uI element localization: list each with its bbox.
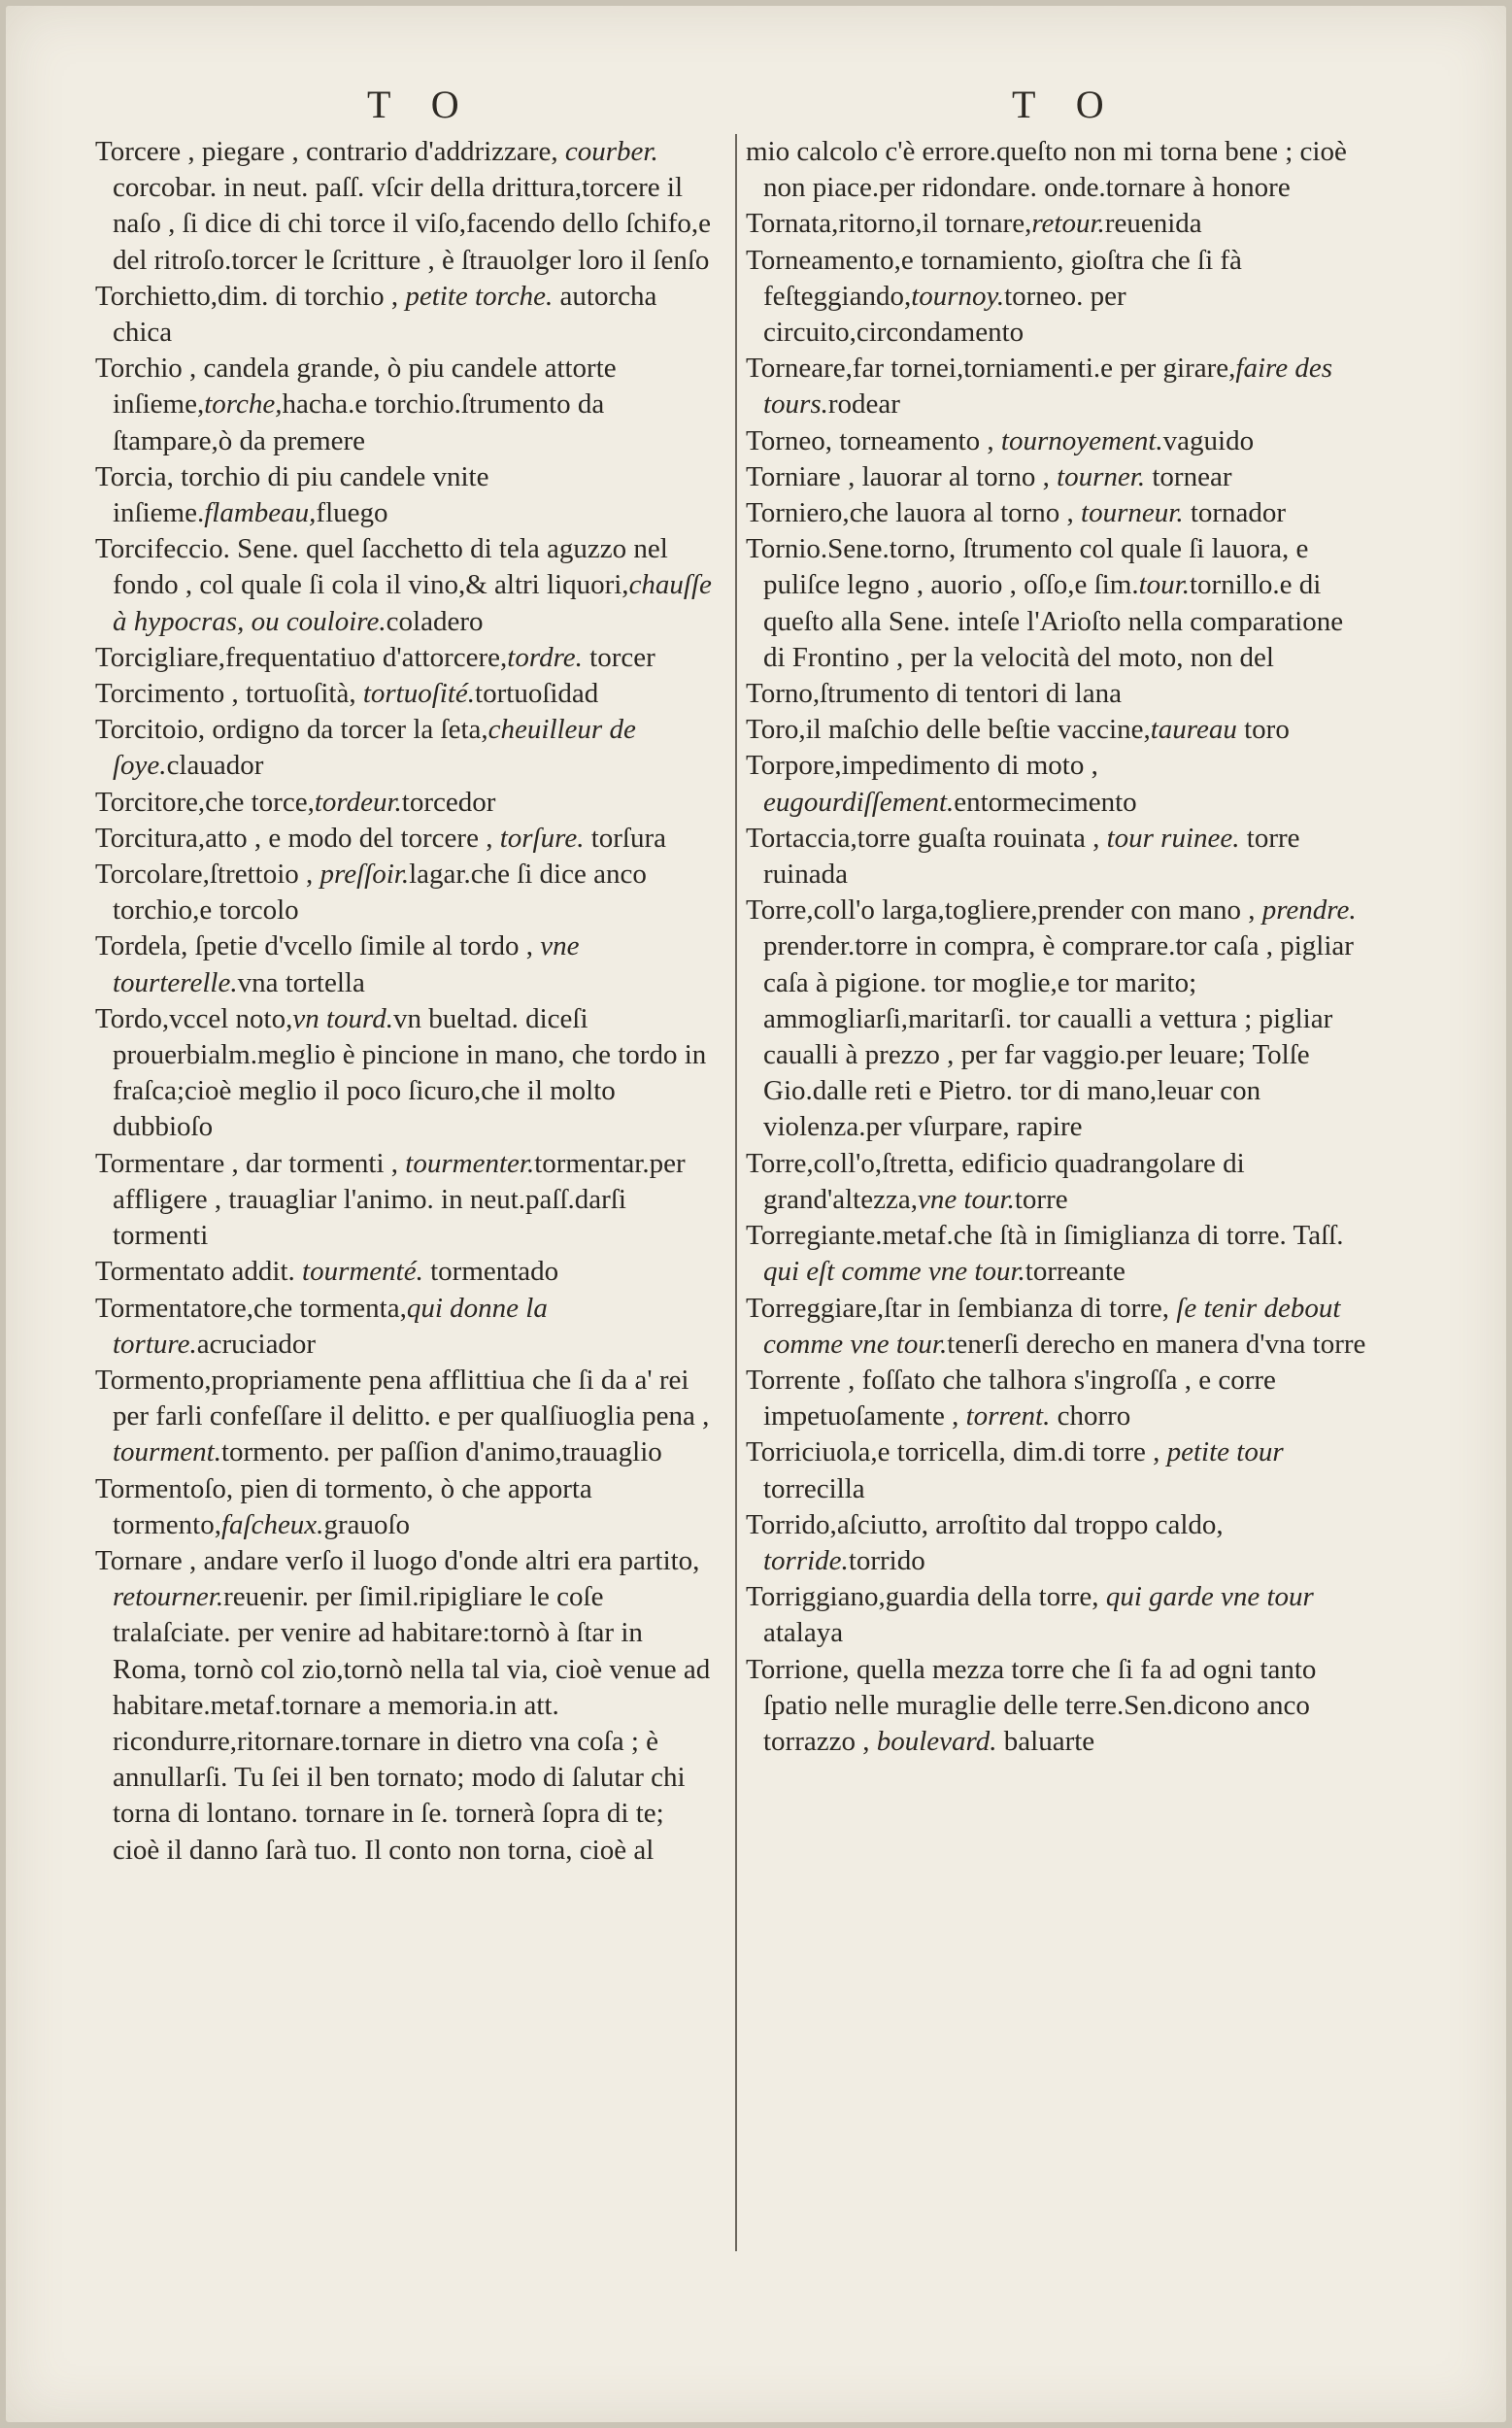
headword: Tormentoſo,: [95, 1472, 234, 1504]
definition-text: che torce,: [205, 786, 315, 818]
dictionary-entry: [95, 1254, 717, 1290]
headword: Torriggiano,: [746, 1581, 886, 1613]
book-page: [6, 6, 1506, 2422]
dictionary-entry: [95, 676, 717, 712]
french-equivalent: eugourdiſſement.: [763, 786, 955, 818]
spanish-equivalent: entormecimento: [954, 786, 1137, 818]
spanish-equivalent: toro: [1236, 714, 1290, 746]
definition-text: dim. di torchio ,: [218, 280, 406, 312]
definition-text: propriamente pena afflittiua che ſi da a' rei per farli confeſſare il delitto. e per qualſiuoglia pena ,: [113, 1364, 710, 1433]
french-equivalent: tortuoſité.: [362, 678, 476, 710]
french-equivalent: cheuilleur de ſoye.: [113, 714, 636, 782]
definition-text: e torricella, dim.di torre ,: [877, 1436, 1167, 1468]
french-equivalent: faire des tours.: [763, 353, 1333, 421]
headword: Torcigliare,: [95, 641, 226, 673]
dictionary-entry: [95, 351, 717, 459]
spanish-equivalent: acruciador: [196, 1328, 317, 1360]
french-equivalent: torſure.: [499, 822, 585, 854]
french-equivalent: torrent.: [965, 1400, 1051, 1433]
headword: Torrido,: [746, 1508, 837, 1540]
definition-text: , andare verſo il luogo d'onde altri era partito,: [182, 1544, 700, 1576]
definition-text: ſpetie d'vcello ſimile al tordo ,: [187, 930, 541, 962]
dictionary-entry: [95, 712, 717, 784]
spanish-equivalent: torre ruinada: [763, 822, 1300, 891]
dictionary-entry: [746, 1579, 1367, 1651]
dictionary-entry: [746, 243, 1367, 352]
definition-text: Sene.torno, ſtrumento col quale ſi lauora, e puliſce legno , auorio , oſſo,e ſim.: [763, 533, 1309, 601]
french-equivalent: taureau: [1150, 714, 1237, 746]
french-equivalent: retourner.: [113, 1581, 224, 1613]
dictionary-entry: [746, 351, 1367, 422]
definition-text: , candela grande, ò piu candele attorte inſieme,: [113, 353, 617, 421]
french-equivalent: tourneur.: [1081, 497, 1184, 529]
right-column: [746, 134, 1367, 1760]
definition-text: ritorno,il tornare,: [838, 208, 1032, 240]
headword: Torrente: [746, 1364, 841, 1396]
spanish-equivalent: reuenir. per ſimil.ripigliare le coſe tralaſciate. per venire ad habitare:tornò à ſtar in Roma, tornò col zio,tornò nella tal via, cioè venue ad habitare.metaf.tornare a memoria.in att. ricondurre,ritornare.tornare in dietro vna coſa ; è annullarſi. Tu ſei il ben tornato; modo di ſalutar chi torna di lontano. tornare in ſe. tornerà ſopra di te; cioè il danno ſarà tuo. Il conto non torna, cioè al: [113, 1581, 711, 1866]
dictionary-entry: [746, 821, 1367, 893]
spanish-equivalent: torreante: [1025, 1256, 1126, 1288]
dictionary-entry: [95, 928, 717, 1000]
column-divider: [735, 134, 737, 2251]
french-equivalent: tour ruinee.: [1106, 822, 1240, 854]
headword: Torcitoio,: [95, 714, 206, 746]
dictionary-entry: [746, 1363, 1367, 1434]
french-equivalent: prendre.: [1261, 894, 1357, 927]
french-equivalent: tournoy.: [911, 280, 1005, 312]
definition-text: , foſſato che talhora s'ingroſſa , e corre impetuoſamente ,: [763, 1364, 1276, 1433]
spanish-equivalent: vaguido: [1162, 424, 1255, 456]
french-equivalent: qui donne la torture.: [113, 1292, 548, 1360]
dictionary-entry: [746, 1434, 1367, 1506]
spanish-equivalent: chorro: [1050, 1400, 1131, 1433]
french-equivalent: courber.: [564, 136, 658, 167]
headword: Tornio.: [746, 533, 828, 565]
definition-text: ſtrettoio ,: [209, 859, 320, 891]
spanish-equivalent: fluego: [316, 497, 388, 529]
spanish-equivalent: tormento. per paſſion d'animo,trauaglio: [220, 1436, 662, 1468]
headword: Torcitura,: [95, 822, 206, 854]
french-equivalent: torride.: [763, 1544, 849, 1576]
spanish-equivalent: vn bueltad. diceſi prouerbialm.meglio è pincione in mano, che tordo in fraſca;cioè meglio il poco ſicuro,che il molto dubbioſo: [113, 1002, 707, 1143]
dictionary-entry: [95, 134, 717, 279]
spanish-equivalent: atalaya: [763, 1617, 844, 1649]
dictionary-entry: [746, 206, 1367, 242]
running-head-right: T O: [1012, 83, 1120, 126]
definition-text: aſciutto, arroſtito dal troppo caldo,: [836, 1508, 1224, 1540]
spanish-equivalent: hacha.e torchio.ſtrumento da ſtampare,ò da premere: [113, 388, 605, 456]
spanish-equivalent: torneo. per circuito,circondamento: [763, 280, 1126, 349]
spanish-equivalent: vna tortella: [237, 966, 365, 998]
headword: Torregiante.: [746, 1220, 883, 1252]
french-equivalent: chauſſe à hypocras, ou couloire.: [113, 569, 712, 637]
spanish-equivalent: autorcha chica: [113, 280, 657, 349]
french-equivalent: petite torche.: [405, 280, 554, 312]
headword: Tormentatore,: [95, 1292, 254, 1324]
dictionary-entry: [95, 1471, 717, 1543]
dictionary-entry: [746, 134, 1367, 206]
spanish-equivalent: torſura: [584, 822, 667, 854]
spanish-equivalent: clauador: [166, 750, 264, 782]
headword: Torneo,: [746, 424, 832, 456]
french-equivalent: tourner.: [1057, 460, 1146, 492]
spanish-equivalent: rodear: [827, 388, 900, 421]
dictionary-entry: [746, 1218, 1367, 1290]
definition-text: guardia della torre,: [885, 1581, 1106, 1613]
french-equivalent: qui garde vne tour: [1105, 1581, 1314, 1613]
spanish-equivalent: tormentado: [422, 1256, 559, 1288]
spanish-equivalent: corcobar. in neut. paſſ. vſcir della drittura,torcere il naſo , ſi dice di chi torce il viſo,facendo dello ſchifo,e del ritroſo.torcer le ſcritture , è ſtrauolger loro il ſenſo: [113, 172, 712, 276]
headword: Tordela,: [95, 930, 188, 962]
definition-text: addit.: [224, 1256, 303, 1288]
dictionary-entry: [95, 857, 717, 928]
headword: Tormentare: [95, 1147, 225, 1179]
french-equivalent: qui eſt comme vne tour.: [763, 1256, 1025, 1288]
headword: Torpore,: [746, 750, 842, 782]
dictionary-entry: [746, 459, 1367, 495]
dictionary-entry: [746, 676, 1367, 712]
dictionary-entry: [95, 531, 717, 640]
dictionary-entry: [746, 712, 1367, 748]
dictionary-entry: [95, 459, 717, 531]
headword: Tornata,: [746, 208, 839, 240]
definition-text: e tornamiento, gioſtra che ſi fà feſteggiando,: [763, 244, 1242, 312]
definition-text: vccel noto,: [169, 1002, 293, 1034]
spanish-equivalent: baluarte: [996, 1725, 1095, 1757]
headword: Tormentato: [95, 1256, 225, 1288]
definition-text: atto , e modo del torcere ,: [205, 822, 500, 854]
french-equivalent: tourment.: [113, 1436, 221, 1468]
definition-text: quella mezza torre che ſi fa ad ogni tanto ſpatio nelle muraglie delle terre.Sen.dicono anco torrazzo ,: [763, 1653, 1317, 1757]
dictionary-entry: [95, 279, 717, 351]
headword: Torno,: [746, 678, 821, 710]
headword: Torcolare,: [95, 859, 210, 891]
headword: Tordo,: [95, 1002, 170, 1034]
definition-text: pien di tormento, ò che apporta tormento,: [113, 1472, 592, 1540]
spanish-equivalent: tornador: [1183, 497, 1287, 529]
spanish-equivalent: torrido: [848, 1544, 925, 1576]
french-equivalent: ſe tenir debout comme vne tour.: [763, 1292, 1341, 1360]
spanish-equivalent: reuenida: [1104, 208, 1202, 240]
headword: Torrione,: [746, 1653, 850, 1685]
definition-text: che tormenta,: [253, 1292, 407, 1324]
definition-text: che lauora al torno ,: [849, 497, 1082, 529]
dictionary-entry: [95, 1291, 717, 1363]
headword: Torniare: [746, 460, 841, 492]
spanish-equivalent: tornear: [1145, 460, 1232, 492]
definition-text: metaf.che ſtà in ſimiglianza di torre. Taſſ.: [882, 1220, 1344, 1252]
headword: Tortaccia,: [746, 822, 857, 854]
definition-text: , tortuoſità,: [224, 678, 363, 710]
french-equivalent: retour.: [1031, 208, 1105, 240]
headword: Tormento,: [95, 1364, 212, 1396]
dictionary-entry: [746, 893, 1367, 1145]
spanish-equivalent: tornillo.e di queſto alla Sene. inteſe l'Arioſto nella comparatione di Frontino , per la velocità del moto, non del: [763, 569, 1344, 673]
spanish-equivalent: tortuoſidad: [475, 678, 599, 710]
headword: Torriciuola,: [746, 1436, 878, 1468]
definition-text: , torchio di piu candele vnite inſieme.: [113, 460, 489, 529]
headword: Torniero,: [746, 497, 850, 529]
french-equivalent: flambeau,: [204, 497, 317, 529]
french-equivalent: torche,: [204, 388, 283, 421]
french-equivalent: tordre.: [507, 641, 583, 673]
spanish-equivalent: grauoſo: [323, 1508, 411, 1540]
french-equivalent: vne tourterelle.: [113, 930, 580, 998]
spanish-equivalent: torrecilla: [763, 1472, 865, 1504]
french-equivalent: vn tourd.: [292, 1002, 393, 1034]
french-equivalent: tournoyement.: [1000, 424, 1163, 456]
headword: Torneare,: [746, 353, 853, 385]
french-equivalent: preſſoir.: [319, 859, 410, 891]
spanish-equivalent: torcer: [582, 641, 655, 673]
dictionary-entry: [746, 1146, 1367, 1218]
french-equivalent: tour.: [1138, 569, 1190, 601]
definition-text: impedimento di moto ,: [841, 750, 1098, 782]
french-equivalent: petite tour: [1166, 1436, 1284, 1468]
dictionary-entry: [746, 748, 1367, 820]
dictionary-entry: [746, 1507, 1367, 1579]
french-equivalent: boulevard.: [876, 1725, 997, 1757]
headword: Torcia: [95, 460, 167, 492]
headword: Torchietto,: [95, 280, 218, 312]
french-equivalent: tourmenté.: [302, 1256, 423, 1288]
definition-text: , lauorar al torno ,: [840, 460, 1058, 492]
headword: Torcitore,: [95, 786, 206, 818]
french-equivalent: tourmenter.: [405, 1147, 535, 1179]
definition-text: , piegare , contrario d'addrizzare,: [181, 136, 565, 167]
headword: Torcifeccio.: [95, 533, 230, 565]
dictionary-entry: [95, 821, 717, 857]
definition-text: coll'o,ſtretta, edificio quadrangolare di grand'altezza,: [763, 1147, 1245, 1215]
spanish-equivalent: torcedor: [401, 786, 496, 818]
dictionary-entry: [746, 1652, 1367, 1761]
dictionary-entry: [95, 1363, 717, 1471]
headword: Torre,: [746, 1147, 814, 1179]
definition-text: ſtar in ſembianza di torre,: [884, 1292, 1177, 1324]
spanish-equivalent: tenerſi derecho en manera d'vna torre: [947, 1328, 1366, 1360]
definition-text: ſtrumento di tentori di lana: [820, 678, 1122, 710]
definition-text: torneamento ,: [831, 424, 1001, 456]
french-equivalent: faſcheux.: [220, 1508, 324, 1540]
headword: Torneamento,: [746, 244, 901, 276]
french-equivalent: tordeur.: [314, 786, 402, 818]
dictionary-entry: [746, 423, 1367, 459]
definition-text: il maſchio delle beſtie vaccine,: [805, 714, 1151, 746]
left-column: [95, 134, 717, 1869]
spanish-equivalent: coladero: [386, 605, 484, 637]
dictionary-entry: [95, 640, 717, 676]
spanish-equivalent: tormentar.per affligere , trauagliar l'animo. in neut.paſſ.darſi tormenti: [113, 1147, 686, 1252]
definition-text: torre guaſta rouinata ,: [857, 822, 1107, 854]
definition-text: Sene. quel ſacchetto di tela aguzzo nel fondo , col quale ſi cola il vino,& altri liquori,: [113, 533, 668, 601]
spanish-equivalent: lagar.che ſi dice anco torchio,e torcolo: [113, 859, 647, 927]
dictionary-entry: [95, 1146, 717, 1255]
dictionary-entry: [746, 531, 1367, 676]
dictionary-entry: [746, 1291, 1367, 1363]
dictionary-entry: [95, 785, 717, 821]
definition-text: coll'o larga,togliere,prender con mano ,: [813, 894, 1262, 927]
definition-text: frequentatiuo d'attorcere,: [225, 641, 508, 673]
french-equivalent: vne tour.: [917, 1183, 1015, 1215]
headword: Torchio: [95, 353, 183, 385]
running-head-left: T O: [367, 83, 475, 126]
dictionary-entry: [95, 1001, 717, 1146]
definition-text: mio calcolo c'è errore.queſto non mi torna bene ; cioè non piace.per ridondare. onde.tornare à honore: [746, 136, 1347, 204]
spanish-equivalent: prender.torre in compra, è comprare.tor caſa , pigliar caſa à pigione. tor moglie,e tor marito; ammogliarſi,maritarſi. tor caualli a vettura ; pigliar caualli à prezzo , per far vaggio.per leuare; Tolſe Gio.dalle reti e Pietro. tor di mano,leuar con violenza.per vſurpare, rapire: [763, 930, 1354, 1143]
definition-text: ordigno da torcer la ſeta,: [205, 714, 488, 746]
spanish-equivalent: torre: [1014, 1183, 1068, 1215]
dictionary-entry: [95, 1543, 717, 1869]
headword: Torre,: [746, 894, 814, 927]
definition-text: , dar tormenti ,: [224, 1147, 406, 1179]
headword: Torcere: [95, 136, 182, 167]
dictionary-entry: [746, 495, 1367, 531]
headword: Toro,: [746, 714, 806, 746]
definition-text: far tornei,torniamenti.e per girare,: [852, 353, 1236, 385]
headword: Torcimento: [95, 678, 225, 710]
headword: Tornare: [95, 1544, 183, 1576]
headword: Torreggiare,: [746, 1292, 885, 1324]
